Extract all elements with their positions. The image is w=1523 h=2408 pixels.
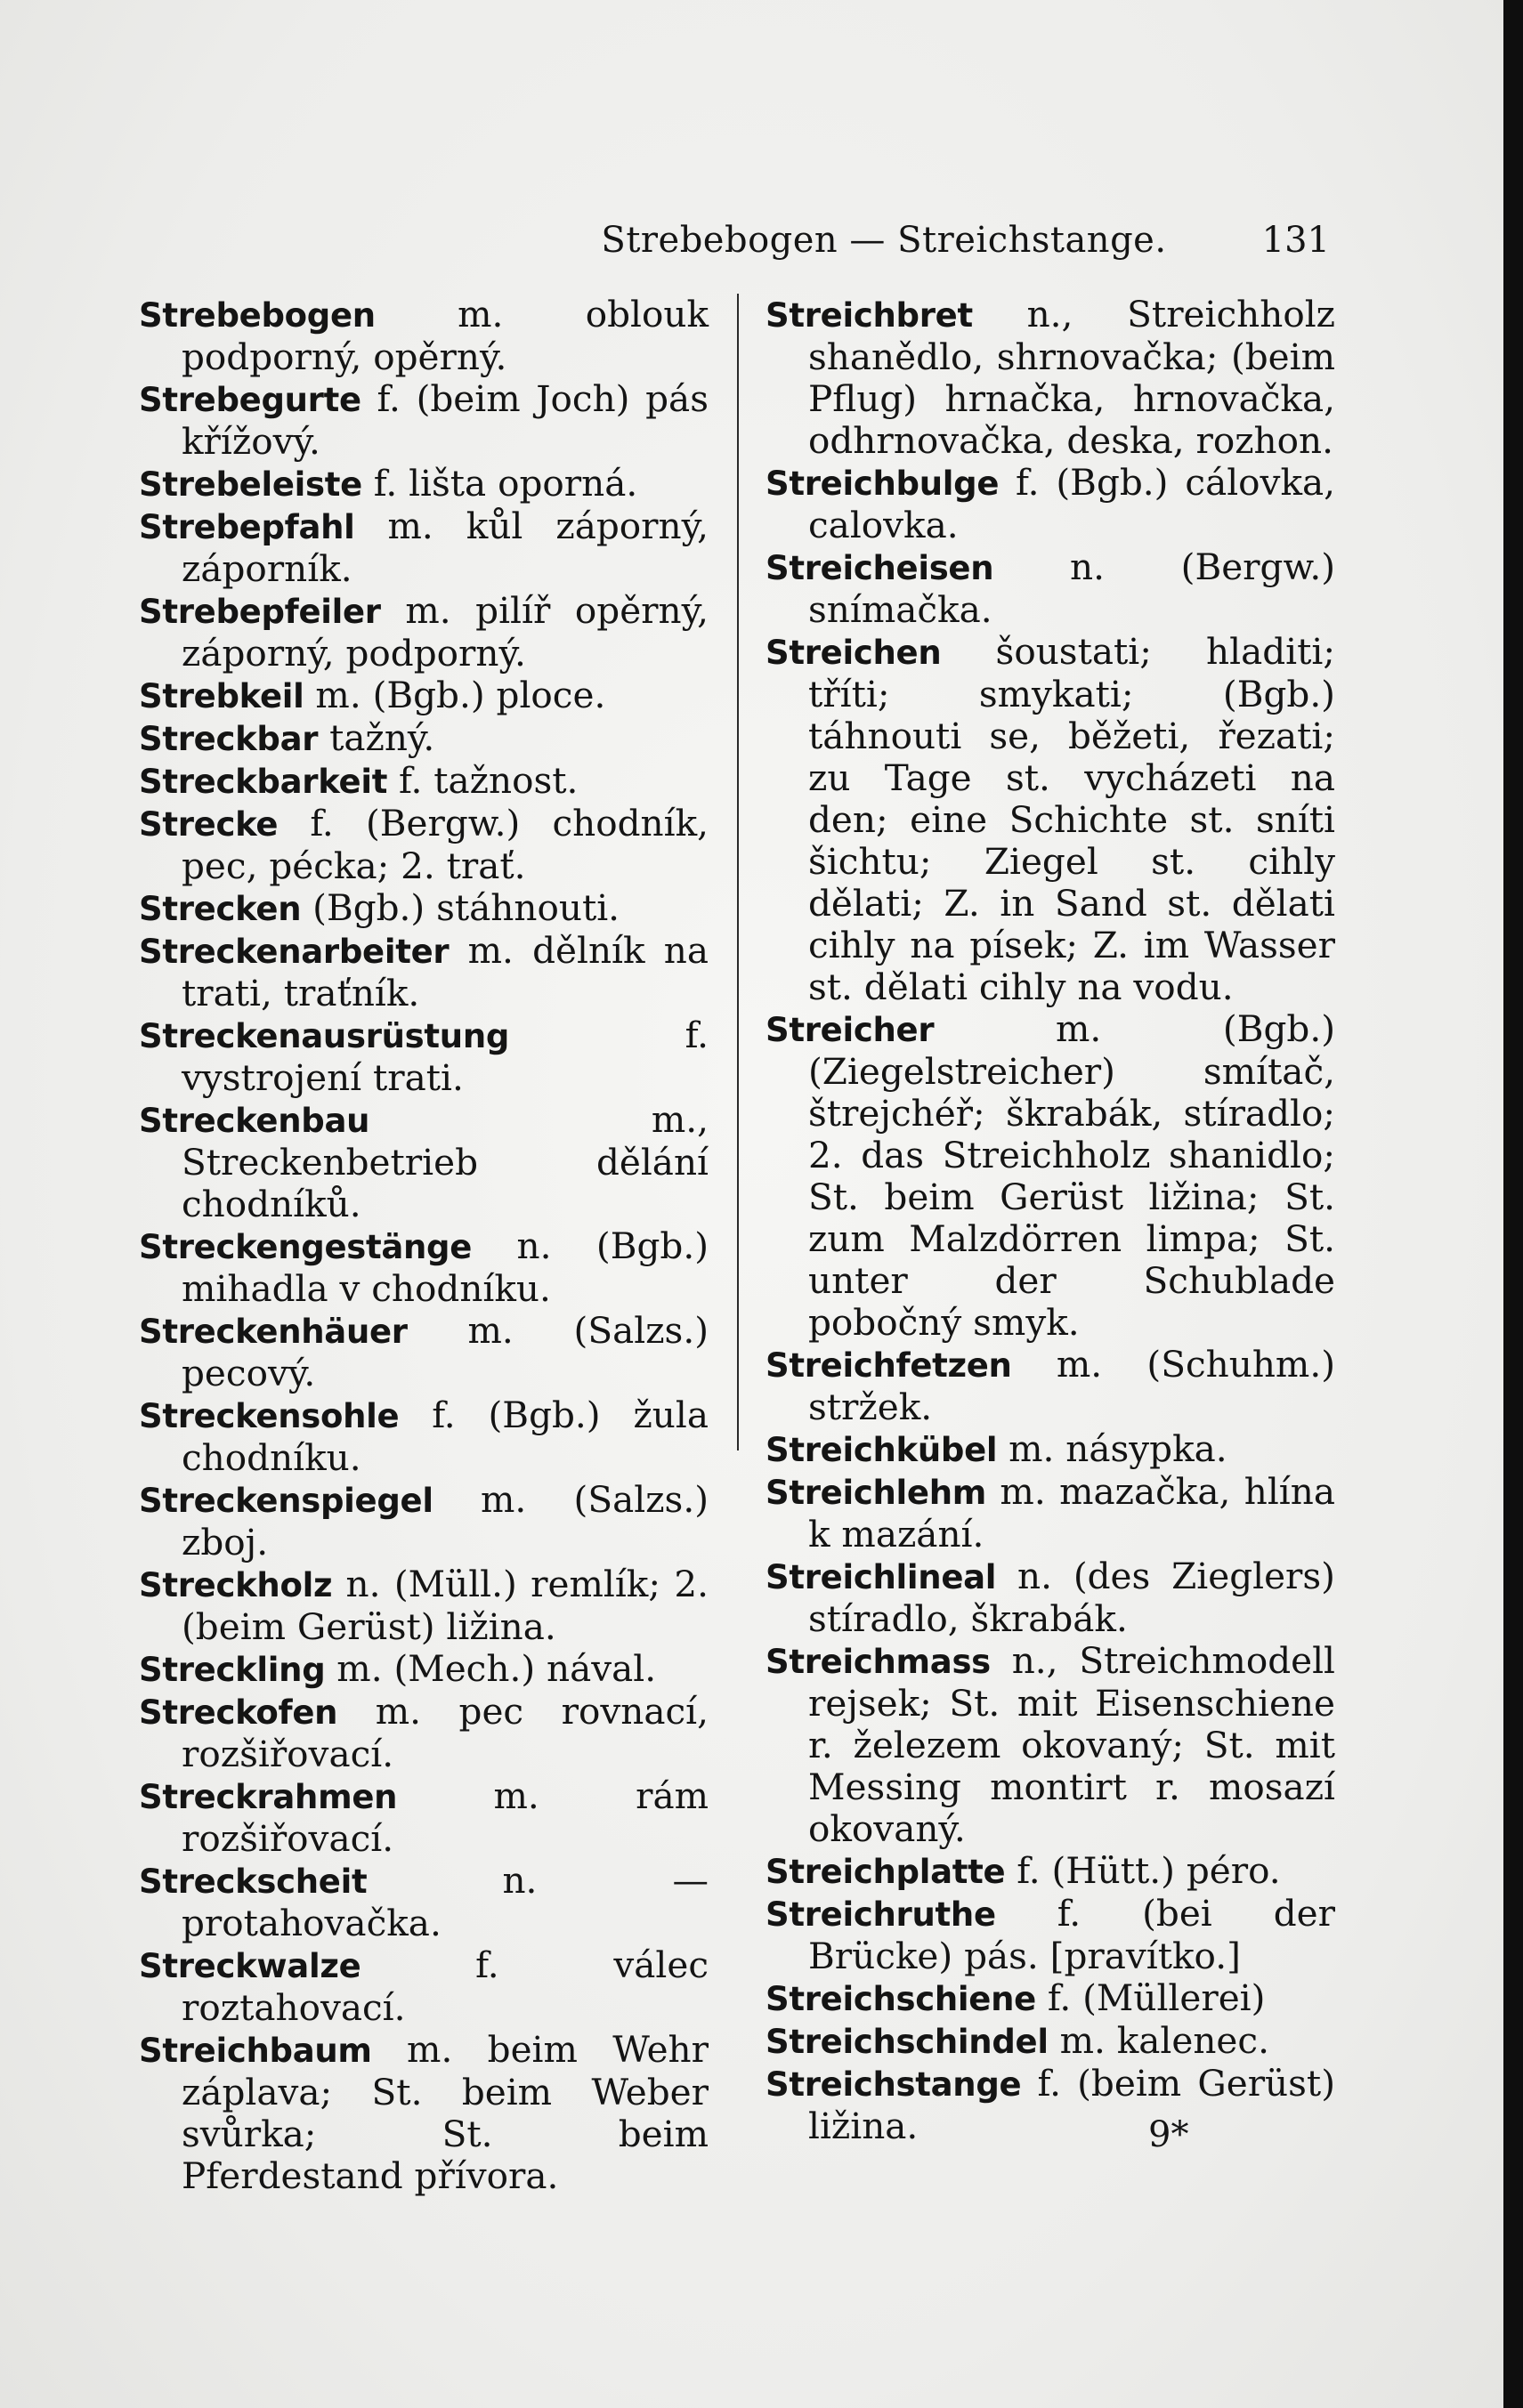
entry-headword: Strecke: [139, 805, 279, 844]
entry-definition: m. (Bgb.) (Ziegelstreicher) smítač, štrejchéř; škrabák, stíradlo; 2. das Streichholz shanidlo; St. beim Gerüst ližina; St. zum Malzdörren limpa; St. unter der Schublade pobočný smyk.: [808, 1007, 1335, 1344]
dictionary-entry: [139, 2029, 709, 2197]
signature-mark: 9*: [1148, 2114, 1189, 2155]
column-divider: [737, 294, 739, 1450]
entry-definition: m. násypka.: [997, 1427, 1227, 1470]
entry-headword: Strebepfeiler: [139, 593, 381, 631]
dictionary-entry: [139, 1860, 709, 1944]
dictionary-entry: [139, 378, 709, 463]
dictionary-entry: [139, 463, 709, 505]
entry-definition: f. (Müllerei): [1035, 1976, 1266, 2019]
entry-headword: Streckenhäuer: [139, 1313, 408, 1351]
dictionary-entry: [766, 1977, 1335, 2020]
entry-headword: Streichbret: [766, 296, 973, 335]
entry-definition: f. (Bergw.) chodník, pec, pécka; 2. trať.: [182, 802, 709, 887]
running-header: [438, 214, 1330, 276]
dictionary-entry: [766, 1893, 1335, 1977]
entry-definition: m., Streckenbetrieb dělání chodníků.: [182, 1098, 709, 1225]
header-title: Strebebogen — Streichstange.: [601, 220, 1167, 261]
entry-definition: m. rám rozšiřovací.: [182, 1774, 709, 1860]
entry-definition: n., Streichholz shanědlo, shrnovačka; (beim Pflug) hrnačka, hrnovačka, odhrnovačka, deska, rozhon.: [808, 293, 1335, 462]
dictionary-entry: [766, 1850, 1335, 1893]
entry-headword: Streichplatte: [766, 1853, 1006, 1891]
entry-definition: n. (Bgb.) mihadla v chodníku.: [182, 1224, 709, 1310]
dictionary-entry: [139, 887, 709, 930]
entry-headword: Streichruthe: [766, 1895, 996, 1934]
dictionary-entry: [766, 462, 1335, 546]
entry-headword: Strebepfahl: [139, 508, 355, 546]
entry-headword: Streckscheit: [139, 1863, 368, 1901]
entry-definition: f. (Bgb.) cálovka, calovka.: [808, 461, 1335, 546]
entry-headword: Streckofen: [139, 1693, 338, 1732]
entry-headword: Strebeleiste: [139, 465, 362, 504]
entry-headword: Streckenbau: [139, 1102, 370, 1140]
entry-definition: m. (Salzs.) pecový.: [182, 1309, 709, 1394]
dictionary-entry: [139, 1310, 709, 1394]
dictionary-entry: [139, 717, 709, 760]
entry-headword: Streckensohle: [139, 1397, 400, 1435]
entry-definition: f. (Bgb.) žula chodníku.: [182, 1394, 709, 1479]
entry-headword: Streichschiene: [766, 1980, 1036, 2018]
entry-headword: Streckenarbeiter: [139, 933, 450, 971]
dictionary-entry: [139, 590, 709, 675]
entry-definition: m. kalenec.: [1048, 2019, 1269, 2062]
entry-headword: Streckbarkeit: [139, 763, 388, 801]
entry-headword: Streichschindel: [766, 2023, 1049, 2061]
dictionary-entry: [139, 1394, 709, 1479]
dictionary-entry: [139, 1648, 709, 1691]
entry-headword: Streckenausrüstung: [139, 1017, 510, 1055]
dictionary-entry: [139, 1479, 709, 1564]
entry-headword: Strecken: [139, 890, 302, 928]
dictionary-entry: [766, 1471, 1335, 1556]
dictionary-entry: [139, 1099, 709, 1225]
entry-definition: šoustati; hladiti; tříti; smykati; (Bgb.) táhnouti se, běžeti, řezati; zu Tage st. vycházeti na den; eine Schichte st. sníti šichtu; Ziegel st. cihly dělati; Z. in Sand st. dělati cihly na písek; Z. im Wasser st. dělati cihly na vodu.: [808, 630, 1335, 1008]
entry-definition: f. (beim Gerüst) ližina.: [808, 2062, 1335, 2147]
entry-definition: n. — protahovačka.: [182, 1859, 709, 1944]
entry-definition: m. pec rovnací, rozšiřovací.: [182, 1690, 709, 1775]
entry-definition: n. (Müll.) remlík; 2. (beim Gerüst) ližina.: [182, 1563, 709, 1648]
dictionary-entry: [139, 1564, 709, 1648]
entry-definition: m. (Schuhm.) stržek.: [808, 1343, 1335, 1428]
entry-headword: Streichbaum: [139, 2032, 372, 2070]
dictionary-entry: [139, 760, 709, 803]
scan-edge: [1503, 0, 1523, 2408]
dictionary-entry: [766, 1344, 1335, 1428]
entry-definition: m. dělník na trati, traťník.: [182, 929, 709, 1014]
entry-headword: Streicheisen: [766, 549, 994, 587]
dictionary-entry: [139, 1225, 709, 1310]
entry-definition: n. (Bergw.) snímačka.: [808, 545, 1335, 631]
entry-definition: m. beim Wehr záplava; St. beim Weber svůrka; St. beim Pferdestand přívora.: [182, 2028, 709, 2197]
dictionary-entry: [139, 1775, 709, 1860]
dictionary-entry: [766, 294, 1335, 462]
entry-definition: m. oblouk podporný, opěrný.: [182, 293, 709, 378]
dictionary-entry: [766, 631, 1335, 1008]
entry-headword: Streckwalze: [139, 1947, 361, 1985]
dictionary-entry: [139, 930, 709, 1014]
left-column: [139, 294, 709, 2197]
entry-headword: Streichmass: [766, 1643, 991, 1681]
entry-definition: m. (Salzs.) zboj.: [182, 1478, 709, 1564]
entry-definition: n. (des Zieglers) stíradlo, škrabák.: [808, 1555, 1335, 1640]
dictionary-entry: [139, 1014, 709, 1099]
entry-definition: n., Streichmodell rejsek; St. mit Eisenschiene r. železem okovaný; St. mit Messing montirt r. mosazí okovaný.: [808, 1639, 1335, 1850]
entry-headword: Streichfetzen: [766, 1346, 1012, 1385]
entry-headword: Streichlehm: [766, 1474, 987, 1512]
entry-definition: f. (beim Joch) pás křížový.: [182, 377, 709, 463]
entry-definition: (Bgb.) stáhnouti.: [301, 886, 620, 929]
entry-headword: Strebebogen: [139, 296, 376, 335]
entry-headword: Streckengestänge: [139, 1228, 473, 1266]
entry-definition: m. pilíř opěrný, záporný, podporný.: [182, 589, 709, 675]
entry-headword: Streichkübel: [766, 1431, 998, 1469]
dictionary-entry: [139, 505, 709, 590]
dictionary-entry: [766, 1640, 1335, 1850]
entry-definition: f. válec roztahovací.: [182, 1943, 709, 2029]
dictionary-entry: [766, 1556, 1335, 1640]
dictionary-entry: [139, 803, 709, 887]
entry-headword: Strebegurte: [139, 381, 361, 419]
entry-definition: f. lišta oporná.: [361, 462, 638, 505]
entry-headword: Streichbulge: [766, 465, 1000, 503]
dictionary-entry: [139, 1691, 709, 1775]
entry-headword: Streicher: [766, 1011, 935, 1049]
dictionary-entry: [766, 2020, 1335, 2063]
entry-headword: Streichstange: [766, 2065, 1022, 2104]
entry-definition: m. mazačka, hlína k mazání.: [808, 1470, 1335, 1556]
dictionary-entry: [766, 546, 1335, 631]
entry-definition: f. (bei der Brücke) pás. [pravítko.]: [808, 1892, 1335, 1977]
entry-headword: Streckling: [139, 1651, 326, 1689]
entry-headword: Streckholz: [139, 1566, 333, 1604]
entry-definition: tažný.: [318, 716, 435, 759]
entry-headword: Streckenspiegel: [139, 1482, 433, 1520]
dictionary-entry: [766, 1008, 1335, 1344]
dictionary-entry: [766, 1428, 1335, 1471]
entry-headword: Streichlineal: [766, 1558, 997, 1596]
entry-definition: f. vystrojení trati.: [182, 1014, 709, 1099]
entry-definition: m. (Mech.) nával.: [325, 1647, 657, 1690]
entry-headword: Streichen: [766, 634, 942, 672]
entry-definition: f. (Hütt.) péro.: [1005, 1849, 1281, 1892]
dictionary-entry: [139, 294, 709, 378]
right-column: [766, 294, 1335, 2147]
dictionary-entry: [139, 675, 709, 717]
entry-definition: m. (Bgb.) ploce.: [304, 674, 606, 716]
entry-headword: Streckrahmen: [139, 1778, 398, 1816]
entry-headword: Strebkeil: [139, 677, 304, 715]
dictionary-entry: [139, 1944, 709, 2029]
dictionary-entry: [766, 2063, 1335, 2147]
page-number: 131: [1261, 220, 1330, 261]
entry-definition: m. kůl záporný, záporník.: [182, 505, 709, 590]
entry-headword: Streckbar: [139, 720, 319, 758]
entry-definition: f. tažnost.: [387, 759, 579, 802]
